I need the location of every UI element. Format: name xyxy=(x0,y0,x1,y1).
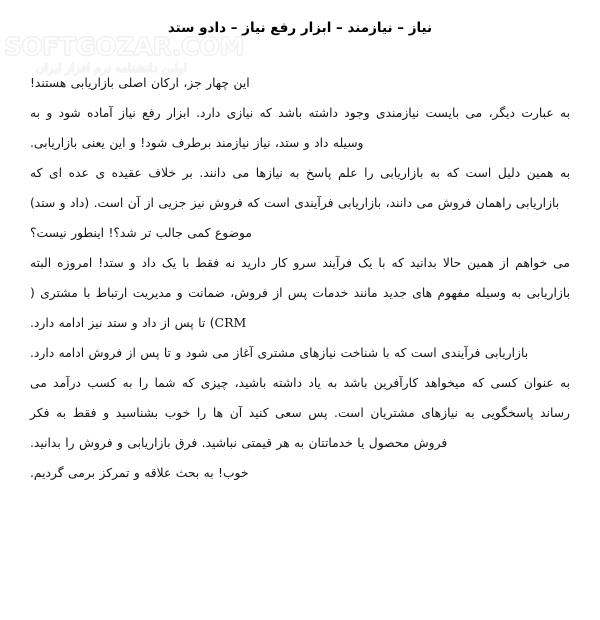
paragraph-2: به عبارت دیگر، می بایست نیازمندی وجود داشته باشد که نیازی دارد. ابزار رفع نیاز آماده شود و به وسیله داد و ستد، نیاز نیازمند برطرف شود! و این یعنی بازاریابی. xyxy=(30,106,570,151)
paragraph-5 xyxy=(30,248,570,338)
paragraph-1: این چهار جز، ارکان اصلی بازاریابی هستند! xyxy=(30,76,250,91)
page-title: نیاز – نیازمند – ابزار رفع نیاز – دادو ستد xyxy=(167,20,433,36)
paragraph-6: بازاریابی فرآیندی است که با شناخت نیازهای مشتری آغاز می شود و تا پس از فروش ادامه دارد. xyxy=(30,346,529,361)
paragraph-8: خوب! به بحث علاقه و تمرکز برمی گردیم. xyxy=(30,466,249,481)
body-copy xyxy=(30,68,570,488)
paragraph-7: به عنوان کسی که میخواهد کارآفرین باشد به یاد داشته باشید، چیزی که شما را به کسب درآمد می رساند پاسخگویی به نیازهای مشتریان است. پس سعی کنید آن ها را خوب بشناسید و فقط به فکر فروش محصول یا خدماتتان به هر قیمتی نباشید. فرق بازاریابی و فروش را بدانید. xyxy=(30,376,570,451)
paragraph-5-text-before-acronym: می خواهم از همین حالا بدانید که با یک فرآیند سرو کار دارید نه فقط با یک داد و ستد! امروزه البته بازاریابی به وسیله مفهوم های جدید مانند خدمات پس از فروش، ضمانت و مدیریت ارتباط با مشتری ( xyxy=(30,256,570,301)
paragraph-5-text-after-acronym: ) تا پس از داد و ستد نیز ادامه دارد. xyxy=(30,316,215,331)
crm-acronym: CRM xyxy=(214,315,247,331)
watermark-tagline: اولین دانشنامه نرم افزار ایران xyxy=(35,61,188,75)
paragraph-3: به همین دلیل است که به بازاریابی را علم پاسخ به نیازها می دانند. بر خلاف عقیده ی عده ای که بازاریابی راهمان فروش می دانند، بازاریابی فرآیندی است که فروش نیز جزیی از آن است. (داد و ستد) xyxy=(30,166,570,211)
watermark-wordmark: SOFTGOZAR.COM xyxy=(4,32,244,61)
paragraph-4: موضوع کمی جالب تر شد؟! اینطور نیست؟ xyxy=(30,226,252,241)
